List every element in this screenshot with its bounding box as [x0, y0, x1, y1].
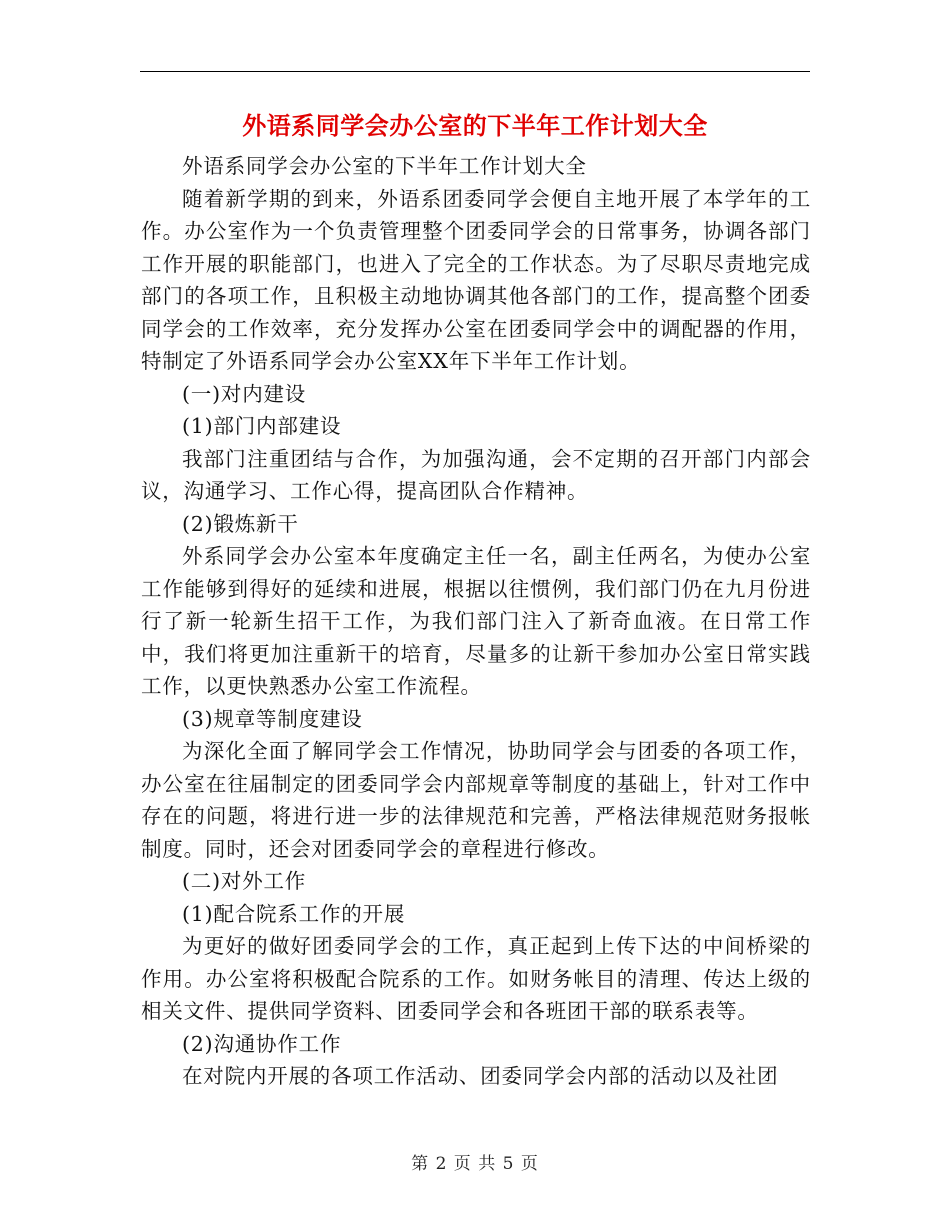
subheading-communication: (2)沟通协作工作 — [182, 1031, 342, 1056]
paragraph-rules-system: 为深化全面了解同学会工作情况，协助同学会与团委的各项工作，办公室在往届制定的团委同学会内部规章等制度的基础上，针对工作中存在的问题，将进行进一步的法律规范和完善，严格法律规范财务报帐制度。同时，还会对团委同学会的章程进行修改。 — [141, 739, 811, 861]
subheading-cooperate-department: (1)配合院系工作的开展 — [182, 901, 406, 926]
header-rule — [140, 71, 810, 72]
document-title: 外语系同学会办公室的下半年工作计划大全 — [242, 112, 708, 140]
paragraph-department-construction: 我部门注重团结与合作，为加强沟通，会不定期的召开部门内部会议，沟通学习、工作心得，提高团队合作精神。 — [141, 446, 811, 503]
subheading-rules-system: (3)规章等制度建设 — [182, 706, 363, 731]
subheading-department-construction: (1)部门内部建设 — [182, 414, 342, 438]
heading-internal-construction: (一)对内建设 — [182, 381, 307, 406]
page-number: 第 2 页 共 5 页 — [411, 1154, 539, 1174]
paragraph-intro: 随着新学期的到来，外语系团委同学会便自主地开展了本学年的工作。办公室作为一个负责管理整个团委同学会的日常事务，协调各部门工作开展的职能部门，也进入了完全的工作状态。为了尽职尽责地完成部门的各项工作，且积极主动地协调其他各部门的工作，提高整个团委同学会的工作效率，充分发挥办公室在团委同学会中的调配器的作用，特制定了外语系同学会办公室XX年下半年工作计划。 — [141, 186, 811, 373]
paragraph-train-new-staff: 外系同学会办公室本年度确定主任一名，副主任两名，为使办公室工作能够到得好的延续和进展，根据以往惯例，我们部门仍在九月份进行了新一轮新生招干工作，为我们部门注入了新奇血液。在日常工作中，我们将更加注重新干的培育，尽量多的让新干参加办公室日常实践工作，以更快熟悉办公室工作流程。 — [141, 544, 811, 698]
paragraph-subtitle: 外语系同学会办公室的下半年工作计划大全 — [182, 154, 587, 178]
document-body — [141, 150, 811, 1093]
paragraph-cooperate-department: 为更好的做好团委同学会的工作，真正起到上传下达的中间桥梁的作用。办公室将积极配合院系的工作。如财务帐目的清理、传达上级的相关文件、提供同学资料、团委同学会和各班团干部的联系表等。 — [141, 934, 811, 1023]
heading-external-work: (二)对外工作 — [182, 869, 307, 893]
paragraph-communication: 在对院内开展的各项工作活动、团委同学会内部的活动以及社团 — [182, 1064, 779, 1088]
subheading-train-new-staff: (2)锻炼新干 — [182, 511, 299, 536]
